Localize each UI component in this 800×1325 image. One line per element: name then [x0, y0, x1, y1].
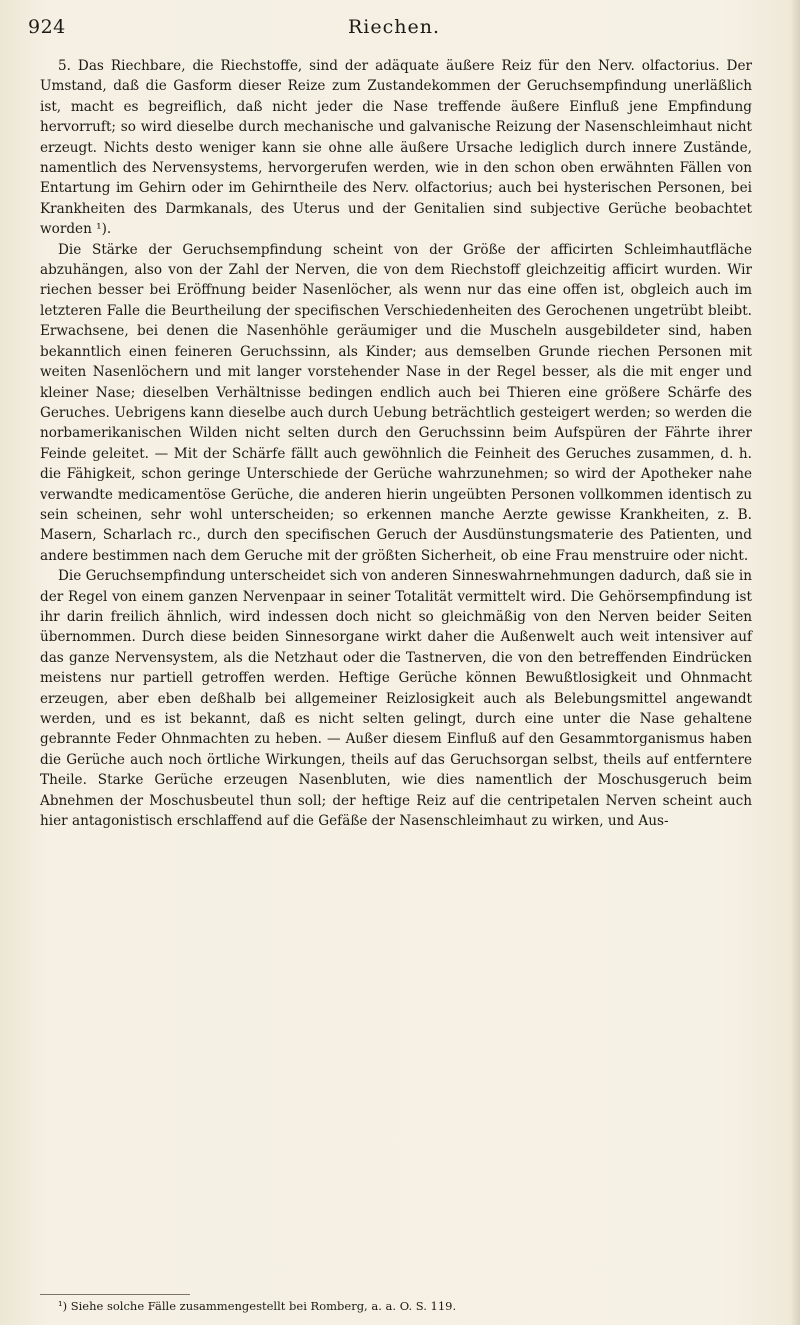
paragraph: Die Stärke der Geruchsempfindung scheint von der Größe der afficirten Schleimhautfläche abzuhängen, also von der Zahl der Nerven, die von dem Riechstoff gleichzeitig afficirt wurden. Wir riechen besser bei Eröffnung beider Nasenlöcher, als wenn nur das eine offen ist, obgleich auch im letzteren Falle die Beurtheilung der specifischen Verschiedenheiten des Gerochenen ungetrübt bleibt. Erwachsene, bei denen die Nasenhöhle geräumiger und die Muscheln ausgebildeter sind, haben bekanntlich einen feineren Geruchssinn, als Kinder; aus demselben Grunde riechen Personen mit weiten Nasenlöchern und mit langer vorstehender Nase in der Regel besser, als die mit enger und kleiner Nase; dieselben Verhältnisse bedingen endlich auch bei Thieren eine größere Schärfe des Geruches. Uebrigens kann dieselbe auch durch Uebung beträchtlich gesteigert werden; so werden die norbamerikanischen Wilden nicht selten durch den Geruchssinn beim Aufspüren der Fährte ihrer Feinde geleitet. — Mit der Schärfe fällt auch gewöhnlich die Feinheit des Geruches zusammen, d. h. die Fähigkeit, schon geringe Unterschiede der Gerüche wahrzunehmen; so wird der Apotheker nahe verwandte medicamentöse Gerüche, die anderen hierin ungeübten Personen vollkommen identisch zu sein scheinen, sehr wohl unterscheiden; so erkennen manche Aerzte gewisse Krankheiten, z. B. Masern, Scharlach rc., durch den specifischen Geruch der Ausdünstungsmaterie des Patienten, und andere bestimmen nach dem Geruche mit der größten Sicherheit, ob eine Frau menstruire oder nicht. — [40, 241, 752, 564]
footnote: ¹) Siehe solche Fälle zusammengestellt bei Romberg, a. a. O. S. 119. — [58, 1299, 457, 1313]
running-head: Riechen. — [347, 16, 441, 38]
page-edge-shadow — [790, 0, 800, 1325]
page-number: 924 — [28, 16, 66, 38]
paragraph: Die Geruchsempfindung unterscheidet sich von anderen Sinneswahrnehmungen dadurch, daß sie in der Regel von einem ganzen Nervenpaar in seiner Totalität vermittelt wird. Die Gehörsempfindung ist ihr darin freilich ähnlich, wird indessen doch nicht so gleichmäßig von den Nerven beider Seiten übernommen. Durch diese beiden Sinnesorgane wirkt daher die Außenwelt auch weit intensiver auf das ganze Nervensystem, als die Netzhaut oder die Tastnerven, die von den betreffenden Eindrücken meistens nur partiell getroffen werden. Heftige Gerüche können Bewußtlosigkeit und Ohnmacht erzeugen, aber eben deßhalb bei allgemeiner Reizlosigkeit auch als Belebungsmittel angewandt werden, und es ist bekannt, daß es nicht selten gelingt, durch eine unter die Nase gehaltene gebrannte Feder Ohnmachten zu heben. — Außer diesem Einfluß auf den Gesammtorganismus haben die Gerüche auch noch örtliche Wirkungen, theils auf das Geruchsorgan selbst, theils auf entferntere Theile. Starke Gerüche erzeugen Nasenbluten, wie dies namentlich der Moschusgeruch beim Abnehmen der Moschusbeutel thun soll; der heftige Reiz auf die centripetalen Nerven scheint auch hier antagonistisch erschlaffend auf die Gefäße der Nasenschleimhaut zu wirken, und Aus- — [40, 568, 752, 830]
page-header — [28, 16, 760, 44]
main-text — [40, 56, 752, 831]
footnote-rule — [40, 1294, 190, 1295]
paragraph: 5. Das Riechbare, die Riechstoffe, sind der adäquate äußere Reiz für den Nerv. olfactorius. Der Umstand, daß die Gasform dieser Reize zum Zustandekommen der Geruchsempfindung unerläßlich ist, macht es begreiflich, daß nicht jeder die Nase treffende äußere Einfluß jene Empfindung hervorruft; so wird dieselbe durch mechanische und galvanische Reizung der Nasenschleimhaut nicht erzeugt. Nichts desto weniger kann sie ohne alle äußere Ursache lediglich durch innere Zustände, namentlich des Nervensystems, hervorgerufen werden, wie in den schon oben erwähnten Fällen von Entartung im Gehirn oder im Gehirntheile des Nerv. olfactorius; auch bei hysterischen Personen, bei Krankheiten des Darmkanals, des Uterus und der Genitalien sind subjective Gerüche beobachtet worden ¹). — [40, 58, 752, 238]
